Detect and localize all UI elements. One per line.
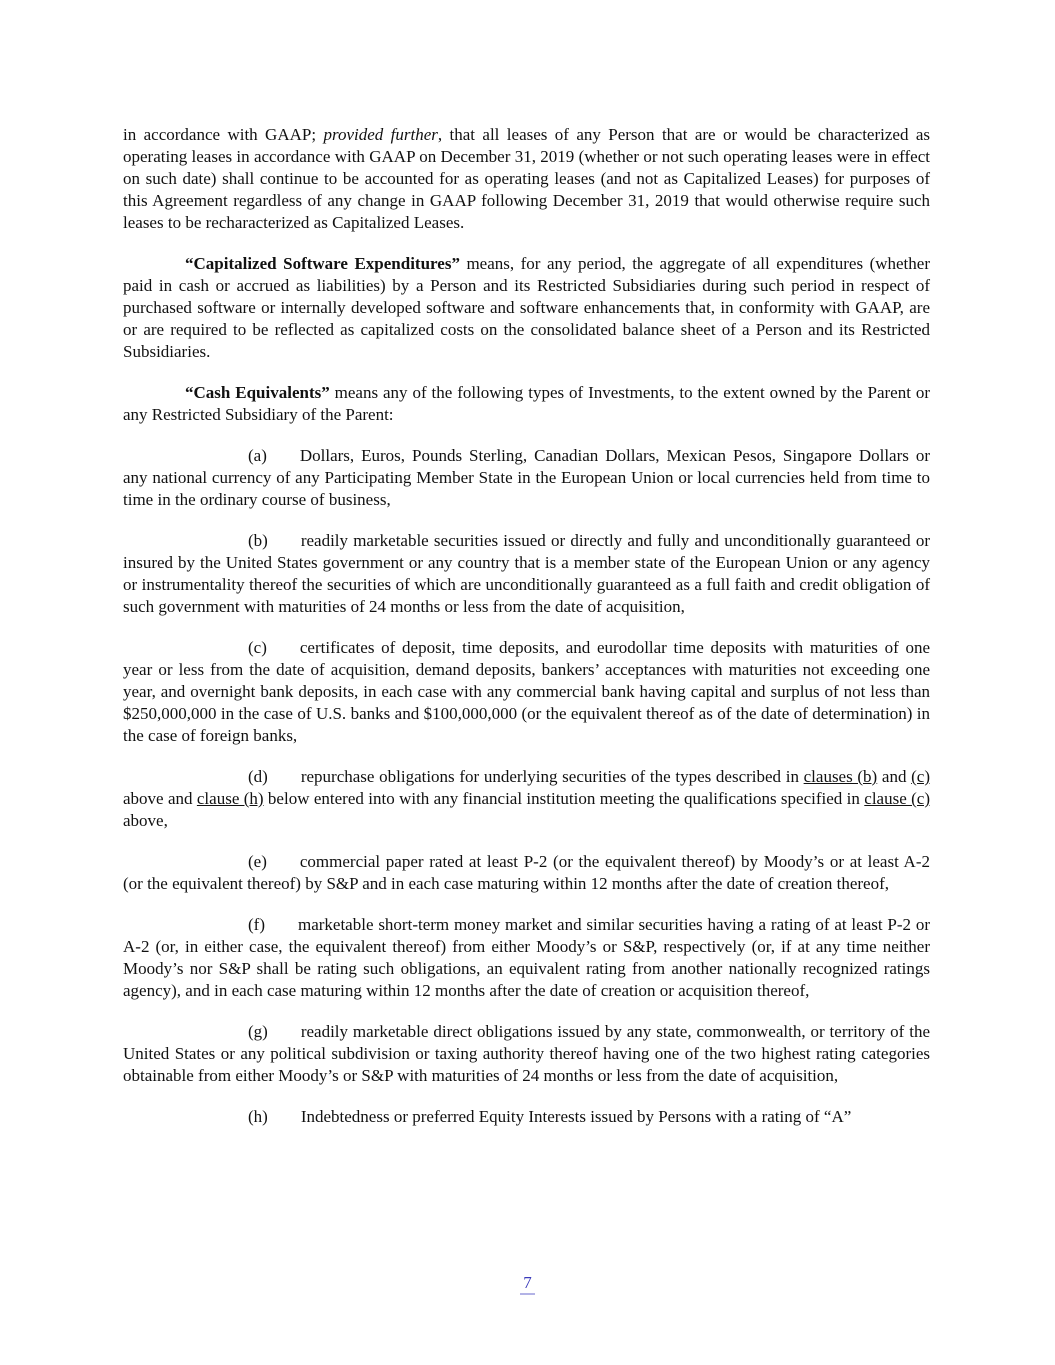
- text-run: marketable short-term money market and similar securities having a rating of at least P-2 or A-2 (or, in either case, the equivalent thereof) from either Moody’s or S&P, respectively (or, if at any time neither Moody’s nor S&P shall be rating such obligations, an equivalent rating from another nationally recognized ratings agency), and in each case maturing within 12 months after the date of creation or acquisition thereof,: [123, 915, 930, 1000]
- text-run-underline: clauses (b): [803, 767, 878, 786]
- clause-label: (a): [248, 446, 267, 465]
- text-run-underline: clause (c): [864, 789, 930, 808]
- text-run: below entered into with any financial institution meeting the qualifications specified in: [263, 789, 865, 808]
- clause-a: [123, 445, 930, 511]
- text-run: above,: [123, 811, 168, 830]
- paragraph-gaap-continuation: [123, 124, 930, 234]
- text-run: above and: [123, 789, 197, 808]
- text-run: Dollars, Euros, Pounds Sterling, Canadian Dollars, Mexican Pesos, Singapore Dollars or any national currency of any Participating Member State in the European Union or local currencies held from time to time in the ordinary course of business,: [123, 446, 930, 509]
- clause-f: [123, 914, 930, 1002]
- clause-d: [123, 766, 930, 832]
- text-run: means, for any period, the aggregate of all expenditures (whether paid in cash or accrued as liabilities) by a Person and its Restricted Subsidiaries during such period in respect of purchased software or internally developed software and software enhancements that, in conformity with GAAP, are or are required to be reflected as capitalized costs on the consolidated balance sheet of a Person and its Restricted Subsidiaries.: [123, 254, 930, 361]
- text-run: certificates of deposit, time deposits, and eurodollar time deposits with maturities of one year or less from the date of acquisition, demand deposits, bankers’ acceptances with maturities not exceeding one year, and overnight bank deposits, in each case with any commercial bank having capital and surplus of not less than $250,000,000 in the case of U.S. banks and $100,000,000 (or the equivalent thereof as of the date of determination) in the case of foreign banks,: [123, 638, 930, 745]
- text-run: Indebtedness or preferred Equity Interests issued by Persons with a rating of “A”: [300, 1107, 852, 1126]
- text-run: and: [877, 767, 912, 786]
- text-run-underline: clause (h): [196, 789, 264, 808]
- text-run: repurchase obligations for underlying securities of the types described in: [300, 767, 804, 786]
- clause-e: [123, 851, 930, 895]
- definition-capitalized-software-expenditures: [123, 253, 930, 363]
- clause-label: (h): [248, 1107, 268, 1126]
- page-number-link[interactable]: 7: [520, 1273, 535, 1295]
- text-run: readily marketable securities issued or directly and fully and unconditionally guaranteed or insured by the United States government or any country that is a member state of the European Union or any agency or instrumentality thereof the securities of which are unconditionally guaranteed as a full faith and credit obligation of such government with maturities of 24 months or less from the date of acquisition,: [123, 531, 930, 616]
- text-run: means any of the following types of Investments, to the extent owned by the Parent or any Restricted Subsidiary of the Parent:: [123, 383, 930, 424]
- text-run: , that all leases of any Person that are or would be characterized as operating leases in accordance with GAAP on December 31, 2019 (whether or not such operating leases were in effect on such date) shall continue to be accounted for as operating leases (and not as Capitalized Leases) for purposes of this Agreement regardless of any change in GAAP following December 31, 2019 that would otherwise require such leases to be recharacterized as Capitalized Leases.: [123, 125, 930, 232]
- clause-c: [123, 637, 930, 747]
- text-run-underline: (c): [911, 767, 930, 786]
- clause-b: [123, 530, 930, 618]
- page-footer: [0, 1272, 1055, 1294]
- clause-label: (d): [248, 767, 268, 786]
- text-run: in accordance with GAAP;: [123, 125, 324, 144]
- text-run: commercial paper rated at least P-2 (or the equivalent thereof) by Moody’s or at least A-2 (or the equivalent thereof) by S&P and in each case maturing within 12 months after the date of creation thereof,: [123, 852, 930, 893]
- clause-label: (e): [248, 852, 267, 871]
- clause-label: (g): [248, 1022, 268, 1041]
- clause-h: [123, 1106, 930, 1128]
- text-run-bold: “Cash Equivalents”: [185, 383, 330, 402]
- paragraphs: [123, 124, 930, 1128]
- clause-g: [123, 1021, 930, 1087]
- clause-label: (c): [248, 638, 267, 657]
- text-run: readily marketable direct obligations issued by any state, commonwealth, or territory of the United States or any political subdivision or taxing authority thereof having one of the two highest rating categories obtainable from either Moody’s or S&P with maturities of 24 months or less from the date of acquisition,: [123, 1022, 930, 1085]
- text-run-bold: “Capitalized Software Expenditures”: [185, 254, 460, 273]
- text-run-italic: provided further: [323, 125, 438, 144]
- clause-label: (f): [248, 915, 265, 934]
- clause-label: (b): [248, 531, 268, 550]
- definition-cash-equivalents: [123, 382, 930, 426]
